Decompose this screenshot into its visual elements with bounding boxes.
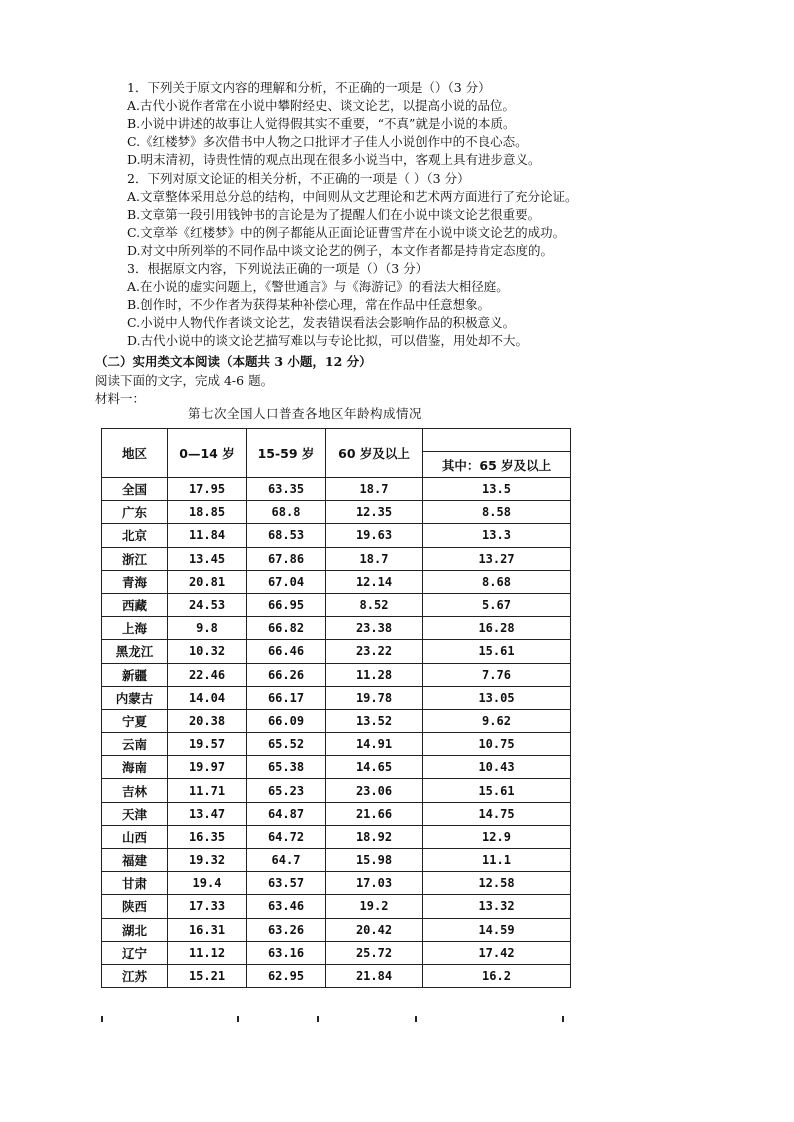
question-1-option-c: C.《红楼梦》多次借书中人物之口批评才子佳人小说创作中的不良心态。 bbox=[127, 134, 528, 149]
region-cell: 陕西 bbox=[102, 895, 168, 918]
region-cell: 宁夏 bbox=[102, 709, 168, 732]
age-15-59-cell: 63.46 bbox=[247, 895, 326, 918]
age-0-14-cell: 19.4 bbox=[168, 872, 247, 895]
region-cell: 甘肃 bbox=[102, 872, 168, 895]
age-15-59-cell: 68.53 bbox=[247, 524, 326, 547]
age-0-14-cell: 19.97 bbox=[168, 756, 247, 779]
question-3-option-b: B.创作时，不少作者为获得某种补偿心理，常在作品中任意想象。 bbox=[127, 297, 491, 312]
age-65-plus-cell: 10.43 bbox=[423, 756, 571, 779]
age-65-plus-cell: 13.3 bbox=[423, 524, 571, 547]
age-60-plus-cell: 19.78 bbox=[326, 686, 423, 709]
age-0-14-cell: 16.31 bbox=[168, 918, 247, 941]
age-60-plus-cell: 18.92 bbox=[326, 825, 423, 848]
header-region: 地区 bbox=[102, 429, 168, 478]
table-row bbox=[102, 872, 571, 895]
table-row bbox=[102, 733, 571, 756]
age-15-59-cell: 68.8 bbox=[247, 501, 326, 524]
table-caption: 第七次全国人口普查各地区年龄构成情况 bbox=[188, 406, 423, 421]
question-3-option-d: D.古代小说中的谈文论艺描写难以与专论比拟，可以借鉴，用处却不大。 bbox=[127, 333, 529, 348]
reading-instruction: 阅读下面的文字，完成 4-6 题。 bbox=[95, 373, 274, 388]
age-15-59-cell: 64.7 bbox=[247, 849, 326, 872]
table-row bbox=[102, 524, 571, 547]
age-15-59-cell: 66.09 bbox=[247, 709, 326, 732]
age-0-14-cell: 14.04 bbox=[168, 686, 247, 709]
region-cell: 江苏 bbox=[102, 964, 168, 987]
age-65-plus-cell: 15.61 bbox=[423, 779, 571, 802]
age-60-plus-cell: 19.63 bbox=[326, 524, 423, 547]
question-1-option-d: D.明末清初，诗贵性情的观点出现在很多小说当中，客观上具有进步意义。 bbox=[127, 152, 541, 167]
age-60-plus-cell: 18.7 bbox=[326, 478, 423, 501]
table-row bbox=[102, 964, 571, 987]
age-60-plus-cell: 12.35 bbox=[326, 501, 423, 524]
table-row bbox=[102, 825, 571, 848]
region-cell: 福建 bbox=[102, 849, 168, 872]
table-row bbox=[102, 895, 571, 918]
age-0-14-cell: 16.35 bbox=[168, 825, 247, 848]
table-row bbox=[102, 501, 571, 524]
age-65-plus-cell: 11.1 bbox=[423, 849, 571, 872]
age-65-plus-cell: 5.67 bbox=[423, 593, 571, 616]
table-row bbox=[102, 918, 571, 941]
age-60-plus-cell: 17.03 bbox=[326, 872, 423, 895]
region-cell: 新疆 bbox=[102, 663, 168, 686]
age-15-59-cell: 66.46 bbox=[247, 640, 326, 663]
age-0-14-cell: 9.8 bbox=[168, 617, 247, 640]
age-65-plus-cell: 16.28 bbox=[423, 617, 571, 640]
question-2-option-a: A.文章整体采用总分总的结构，中间则从文艺理论和艺术两方面进行了充分论证。 bbox=[127, 189, 578, 204]
age-60-plus-cell: 11.28 bbox=[326, 663, 423, 686]
age-65-plus-cell: 14.75 bbox=[423, 802, 571, 825]
age-15-59-cell: 67.04 bbox=[247, 570, 326, 593]
table-row bbox=[102, 756, 571, 779]
age-65-plus-cell: 16.2 bbox=[423, 964, 571, 987]
age-60-plus-cell: 13.52 bbox=[326, 709, 423, 732]
age-60-plus-cell: 23.22 bbox=[326, 640, 423, 663]
header-age-15-59: 15-59 岁 bbox=[247, 429, 326, 478]
age-15-59-cell: 67.86 bbox=[247, 547, 326, 570]
age-15-59-cell: 66.82 bbox=[247, 617, 326, 640]
age-0-14-cell: 20.81 bbox=[168, 570, 247, 593]
age-65-plus-cell: 12.9 bbox=[423, 825, 571, 848]
question-2-option-b: B.文章第一段引用钱钟书的言论是为了提醒人们在小说中谈文论艺很重要。 bbox=[127, 207, 541, 222]
question-3-option-a: A.在小说的虚实问题上，《警世通言》与《海游记》的看法大相径庭。 bbox=[127, 279, 509, 294]
age-15-59-cell: 66.95 bbox=[247, 593, 326, 616]
table-row bbox=[102, 941, 571, 964]
age-60-plus-cell: 20.42 bbox=[326, 918, 423, 941]
age-0-14-cell: 17.33 bbox=[168, 895, 247, 918]
material-label: 材料一： bbox=[95, 391, 146, 406]
age-60-plus-cell: 23.38 bbox=[326, 617, 423, 640]
header-blank-cell bbox=[423, 429, 571, 452]
question-2-stem: 2．下列对原文论证的相关分析，不正确的一项是（ ）（3 分） bbox=[127, 171, 470, 186]
region-cell: 浙江 bbox=[102, 547, 168, 570]
header-age-0-14: 0—14 岁 bbox=[168, 429, 247, 478]
age-60-plus-cell: 21.66 bbox=[326, 802, 423, 825]
age-0-14-cell: 13.47 bbox=[168, 802, 247, 825]
region-cell: 北京 bbox=[102, 524, 168, 547]
age-15-59-cell: 63.26 bbox=[247, 918, 326, 941]
region-cell: 海南 bbox=[102, 756, 168, 779]
region-cell: 辽宁 bbox=[102, 941, 168, 964]
question-1-option-a: A.古代小说作者常在小说中攀附经史、谈文论艺，以提高小说的品位。 bbox=[127, 98, 516, 113]
region-cell: 黑龙江 bbox=[102, 640, 168, 663]
age-0-14-cell: 24.53 bbox=[168, 593, 247, 616]
age-65-plus-cell: 8.68 bbox=[423, 570, 571, 593]
age-65-plus-cell: 13.32 bbox=[423, 895, 571, 918]
question-1-stem: 1．下列关于原文内容的理解和分析，不正确的一项是（）（3 分） bbox=[127, 80, 491, 95]
age-0-14-cell: 15.21 bbox=[168, 964, 247, 987]
age-0-14-cell: 19.32 bbox=[168, 849, 247, 872]
age-60-plus-cell: 12.14 bbox=[326, 570, 423, 593]
age-0-14-cell: 11.84 bbox=[168, 524, 247, 547]
age-0-14-cell: 18.85 bbox=[168, 501, 247, 524]
region-cell: 天津 bbox=[102, 802, 168, 825]
table-row bbox=[102, 849, 571, 872]
age-65-plus-cell: 10.75 bbox=[423, 733, 571, 756]
age-65-plus-cell: 13.5 bbox=[423, 478, 571, 501]
table-row bbox=[102, 686, 571, 709]
question-3-option-c: C.小说中人物代作者谈文论艺，发表错误看法会影响作品的积极意义。 bbox=[127, 315, 516, 330]
question-2-option-d: D.对文中所列举的不同作品中谈文论艺的例子，本文作者都是持肯定态度的。 bbox=[127, 243, 554, 258]
population-age-table bbox=[101, 428, 571, 988]
region-cell: 吉林 bbox=[102, 779, 168, 802]
table-body bbox=[102, 478, 571, 988]
table-row bbox=[102, 709, 571, 732]
age-15-59-cell: 65.52 bbox=[247, 733, 326, 756]
header-age-60-plus: 60 岁及以上 bbox=[326, 429, 423, 478]
age-0-14-cell: 10.32 bbox=[168, 640, 247, 663]
age-60-plus-cell: 15.98 bbox=[326, 849, 423, 872]
age-15-59-cell: 63.57 bbox=[247, 872, 326, 895]
age-60-plus-cell: 25.72 bbox=[326, 941, 423, 964]
age-0-14-cell: 11.71 bbox=[168, 779, 247, 802]
age-60-plus-cell: 14.91 bbox=[326, 733, 423, 756]
age-60-plus-cell: 23.06 bbox=[326, 779, 423, 802]
age-60-plus-cell: 8.52 bbox=[326, 593, 423, 616]
table-row bbox=[102, 640, 571, 663]
region-cell: 全国 bbox=[102, 478, 168, 501]
age-0-14-cell: 22.46 bbox=[168, 663, 247, 686]
table-row bbox=[102, 663, 571, 686]
header-age-65-plus: 其中：65 岁及以上 bbox=[423, 452, 571, 478]
age-65-plus-cell: 13.05 bbox=[423, 686, 571, 709]
table-row bbox=[102, 779, 571, 802]
age-15-59-cell: 66.17 bbox=[247, 686, 326, 709]
age-0-14-cell: 17.95 bbox=[168, 478, 247, 501]
age-65-plus-cell: 17.42 bbox=[423, 941, 571, 964]
age-60-plus-cell: 21.84 bbox=[326, 964, 423, 987]
age-0-14-cell: 13.45 bbox=[168, 547, 247, 570]
age-65-plus-cell: 14.59 bbox=[423, 918, 571, 941]
age-0-14-cell: 11.12 bbox=[168, 941, 247, 964]
age-60-plus-cell: 14.65 bbox=[326, 756, 423, 779]
age-15-59-cell: 63.16 bbox=[247, 941, 326, 964]
age-15-59-cell: 64.87 bbox=[247, 802, 326, 825]
age-15-59-cell: 65.23 bbox=[247, 779, 326, 802]
table-row bbox=[102, 617, 571, 640]
section-heading: （二）实用类文本阅读（本题共 3 小题，12 分） bbox=[95, 354, 372, 369]
age-15-59-cell: 66.26 bbox=[247, 663, 326, 686]
table-row bbox=[102, 593, 571, 616]
age-15-59-cell: 63.35 bbox=[247, 478, 326, 501]
region-cell: 广东 bbox=[102, 501, 168, 524]
region-cell: 青海 bbox=[102, 570, 168, 593]
table-row bbox=[102, 802, 571, 825]
table-row bbox=[102, 547, 571, 570]
question-3-stem: 3．根据原文内容，下列说法正确的一项是（）（3 分） bbox=[127, 261, 429, 276]
region-cell: 内蒙古 bbox=[102, 686, 168, 709]
age-15-59-cell: 65.38 bbox=[247, 756, 326, 779]
question-2-option-c: C.文章举《红楼梦》中的例子都能从正面论证曹雪芹在小说中谈文论艺的成功。 bbox=[127, 225, 566, 240]
question-1-option-b: B.小说中讲述的故事让人觉得假其实不重要，“不真”就是小说的本质。 bbox=[127, 116, 516, 131]
age-65-plus-cell: 7.76 bbox=[423, 663, 571, 686]
age-65-plus-cell: 12.58 bbox=[423, 872, 571, 895]
age-0-14-cell: 19.57 bbox=[168, 733, 247, 756]
age-15-59-cell: 64.72 bbox=[247, 825, 326, 848]
age-0-14-cell: 20.38 bbox=[168, 709, 247, 732]
region-cell: 云南 bbox=[102, 733, 168, 756]
age-60-plus-cell: 19.2 bbox=[326, 895, 423, 918]
table-row bbox=[102, 570, 571, 593]
age-60-plus-cell: 18.7 bbox=[326, 547, 423, 570]
region-cell: 西藏 bbox=[102, 593, 168, 616]
table-row bbox=[102, 478, 571, 501]
region-cell: 上海 bbox=[102, 617, 168, 640]
age-15-59-cell: 62.95 bbox=[247, 964, 326, 987]
age-65-plus-cell: 9.62 bbox=[423, 709, 571, 732]
region-cell: 山西 bbox=[102, 825, 168, 848]
age-65-plus-cell: 15.61 bbox=[423, 640, 571, 663]
table-continuation bbox=[101, 1016, 564, 1022]
region-cell: 湖北 bbox=[102, 918, 168, 941]
age-65-plus-cell: 13.27 bbox=[423, 547, 571, 570]
age-65-plus-cell: 8.58 bbox=[423, 501, 571, 524]
